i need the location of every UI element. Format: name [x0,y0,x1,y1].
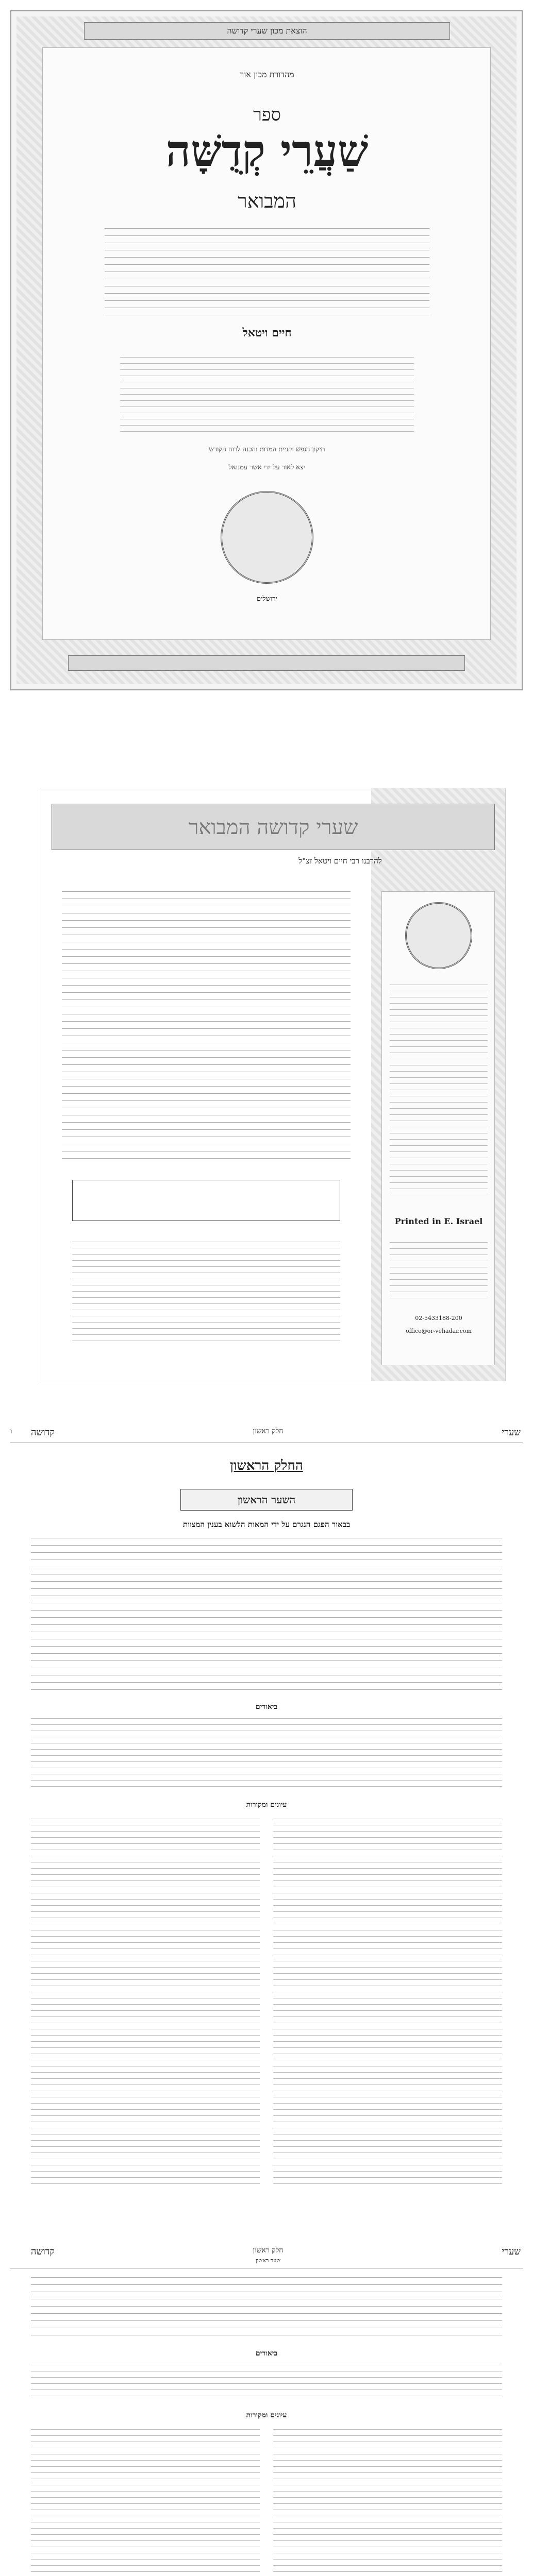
copyright-title-bar: שערי קדושה המבואר [52,804,495,850]
email-address: office@or-vehadar.com [406,1328,472,1334]
sefer-label: ספר [253,105,281,125]
address-lines [390,1242,488,1304]
top-banner: הוצאת מכון שערי קדושה [84,22,450,40]
approbation-lines [120,357,414,434]
main-text-2 [31,2277,502,2339]
explanation-divider: ביאורים [255,1703,278,1711]
description-line: תיקון הנפש וקניית המדות והכנה לרוח הקודש [209,446,325,453]
running-subheader-2: שער ראשון [255,2257,281,2264]
printed-in-label: Printed in E. Israel [394,1216,483,1226]
explanation-text-2 [31,2365,502,2401]
part-title: החלק הראשון [230,1458,303,1473]
sources-divider-2: עיונים ומקורות [246,2411,287,2419]
running-header-left: קדושה [31,1427,55,1438]
text-page-2 [10,2246,523,2576]
sources-col-left [31,1819,260,2190]
title-page [10,10,523,690]
main-text [31,1538,502,1692]
text-page-1 [10,1427,523,2210]
explanation-text [31,1718,502,1790]
title-page-inner [42,26,491,640]
page-number: ו [10,1428,12,1435]
copyright-subtitle: להרבנו רבי חיים ויטאל זצ"ל [298,856,382,866]
phone-number: 02-5433188-200 [415,1315,462,1321]
publisher-line: יצא לאור על ידי אשר עמנואל [228,464,306,471]
running-header-right: שערי [502,1427,521,1438]
sources-divider: עיונים ומקורות [246,1801,287,1809]
sources-col-left-2 [31,2429,260,2576]
copyright-page [41,788,505,1381]
bottom-banner [68,655,465,671]
credits-box [72,1180,340,1221]
explanation-divider-2: ביאורים [255,2349,278,2358]
small-emblem [405,902,472,969]
city-label: ירושלים [257,595,277,603]
copyright-notice [381,891,495,1365]
notice-lines [390,985,488,1201]
sources-col-right [273,1819,502,2190]
running-header-center: חלק ראשון [253,1427,284,1435]
gate-title: השער הראשון [180,1489,353,1511]
section-heading: בבאור הפגם הנגרם על ידי המאות הלשוא בענין המצוות [182,1520,351,1529]
edition-label: מהדורת מכון אור [240,70,294,79]
title-description-lines [105,228,429,316]
running-header-left-2: קדושה [31,2246,55,2257]
author-name: חיים ויטאל [242,326,292,340]
credits-lines [62,891,351,1159]
contact-lines [72,1242,340,1345]
running-header-center-2: חלק ראשון [253,2246,284,2255]
sources-col-right-2 [273,2429,502,2576]
right-border-text [501,166,513,527]
book-subtitle: המבואר [238,190,296,212]
publisher-emblem [221,491,313,584]
book-title: שַׁעֲרֵי קְדֻשָּׁה [165,125,369,176]
left-border-text [22,166,34,527]
running-header-right-2: שערי [502,2246,521,2257]
